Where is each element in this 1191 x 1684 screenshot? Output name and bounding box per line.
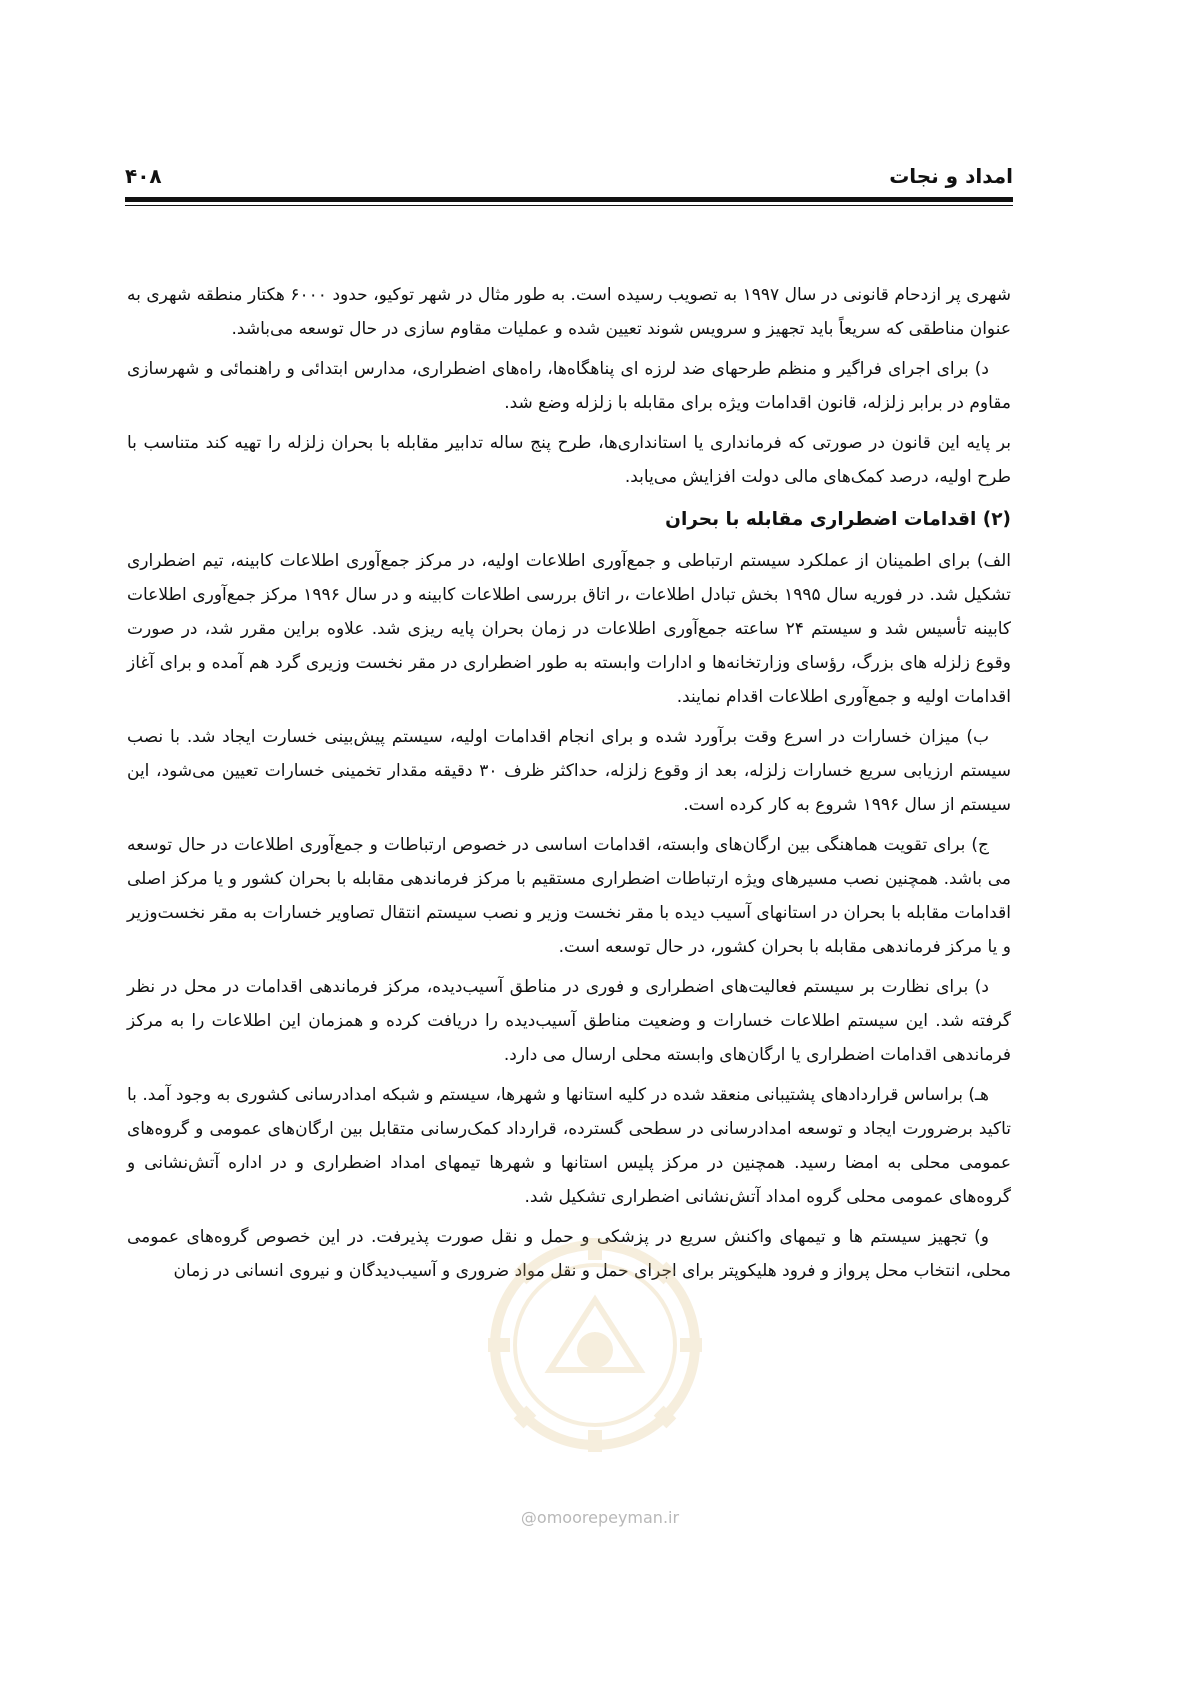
chapter-title: امداد و نجات bbox=[889, 164, 1013, 188]
header-rule-thick bbox=[125, 197, 1013, 202]
page-number: ۴۰۸ bbox=[125, 164, 162, 188]
section-heading: (۲) اقدامات اضطراری مقابله با بحران bbox=[665, 509, 1011, 530]
paragraph-3: بر پایه این قانون در صورتی که فرمانداری یا استانداری‌ها، طرح پنج ساله تدابیر مقابله با بحران زلزله را تهیه کند متناسب با طرح اولیه، درصد کمک‌های مالی دولت افزایش می‌یابد. bbox=[127, 433, 1011, 487]
running-header bbox=[125, 158, 1013, 194]
header-rule-thin bbox=[125, 205, 1013, 206]
watermark-text: @omoorepeyman.ir bbox=[520, 1508, 680, 1527]
body-text bbox=[127, 278, 1011, 1294]
paragraph-alef: الف) برای اطمینان از عملکرد سیستم ارتباطی و جمع‌آوری اطلاعات اولیه، در مرکز جمع‌آوری اطلاعات کابینه، تیم اضطراری تشکیل شد. در فوریه سال ۱۹۹۵ بخش تبادل اطلاعات ،ر اتاق بررسی اطلاعات کابینه و در سال ۱۹۹۶ مرکز جمع‌آوری اطلاعات کابینه تأسیس شد و سیستم ۲۴ ساعته جمع‌آوری اطلاعات در زمان بحران پایه ریزی شد. علاوه براین مقرر شد، در صورت وقوع زلزله های بزرگ، رؤسای وزارتخانه‌ها و ادارات وابسته به طور اضطراری در مقر نخست وزیری گرد هم آمده و برای آغاز اقدامات اولیه و جمع‌آوری اطلاعات اقدام نمایند. bbox=[127, 551, 1011, 707]
paragraph-1: شهری پر ازدحام قانونی در سال ۱۹۹۷ به تصویب رسیده است. به طور مثال در شهر توکیو، حدود ۶۰۰۰ هکتار منطقه شهری به عنوان مناطقی که سریعاً باید تجهیز و سرویس شوند تعیین شده و عملیات مقاوم سازی در حال توسعه می‌باشد. bbox=[127, 285, 1011, 339]
paragraph-dal: د) برای نظارت بر سیستم فعالیت‌های اضطراری و فوری در مناطق آسیب‌دیده، مرکز فرماندهی اقدامات در محل در نظر گرفته شد. این سیستم اطلاعات خسارات و وضعیت مناطق آسیب‌دیده را دریافت کرده و همزمان این اطلاعات را به مرکز فرماندهی اقدامات اضطراری یا ارگان‌های وابسته محلی ارسال می دارد. bbox=[127, 977, 1011, 1065]
paragraph-jim: ج) برای تقویت هماهنگی بین ارگان‌های وابسته، اقدامات اساسی در خصوص ارتباطات و جمع‌آوری اطلاعات در حال توسعه می باشد. همچنین نصب مسیرهای ویژه ارتباطات اضطراری مستقیم با مرکز فرماندهی مقابله با بحران کشور و یا مرکز اصلی اقدامات مقابله با بحران در استانهای آسیب دیده با مقر نخست وزیر و نصب سیستم انتقال تصاویر خسارات به مقر نخست‌وزیر و یا مرکز فرماندهی مقابله با بحران کشور، در حال توسعه است. bbox=[127, 835, 1011, 957]
paragraph-he: هـ) براساس قراردادهای پشتیبانی منعقد شده در کلیه استانها و شهرها، سیستم و شبکه امدادرسانی کشوری به وجود آمد. با تاکید برضرورت ایجاد و توسعه امدادرسانی در سطحی گسترده، قرارداد کمک‌رسانی متقابل بین ارگان‌های عمومی و گروه‌های عمومی محلی به امضا رسید. همچنین در مرکز پلیس استانها و شهرها تیمهای امداد اضطراری و در اداره آتش‌نشانی و گروه‌های عمومی محلی گروه امداد آتش‌نشانی اضطراری تشکیل شد. bbox=[127, 1085, 1011, 1207]
paragraph-be: ب) میزان خسارات در اسرع وقت برآورد شده و برای انجام اقدامات اولیه، سیستم پیش‌بینی خسارت ایجاد شد. با نصب سیستم ارزیابی سریع خسارات زلزله، بعد از وقوع زلزله، حداکثر ظرف ۳۰ دقیقه مقدار تخمینی خسارات تعیین می‌شود، این سیستم از سال ۱۹۹۶ شروع به کار کرده است. bbox=[127, 727, 1011, 815]
paragraph-vav: و) تجهیز سیستم ها و تیمهای واکنش سریع در پزشکی و حمل و نقل صورت پذیرفت. در این خصوص گروه‌های عمومی محلی، انتخاب محل پرواز و فرود هلیکوپتر برای اجرای حمل و نقل مواد ضروری و آسیب‌دیدگان و نیروی انسانی در زمان bbox=[127, 1227, 1011, 1281]
paragraph-2: د) برای اجرای فراگیر و منظم طرحهای ضد لرزه ای پناهگاه‌ها، راه‌های اضطراری، مدارس ابتدائی و راهنمائی و شهرسازی مقاوم در برابر زلزله، قانون اقدامات ویژه برای مقابله با زلزله وضع شد. bbox=[127, 359, 1011, 413]
